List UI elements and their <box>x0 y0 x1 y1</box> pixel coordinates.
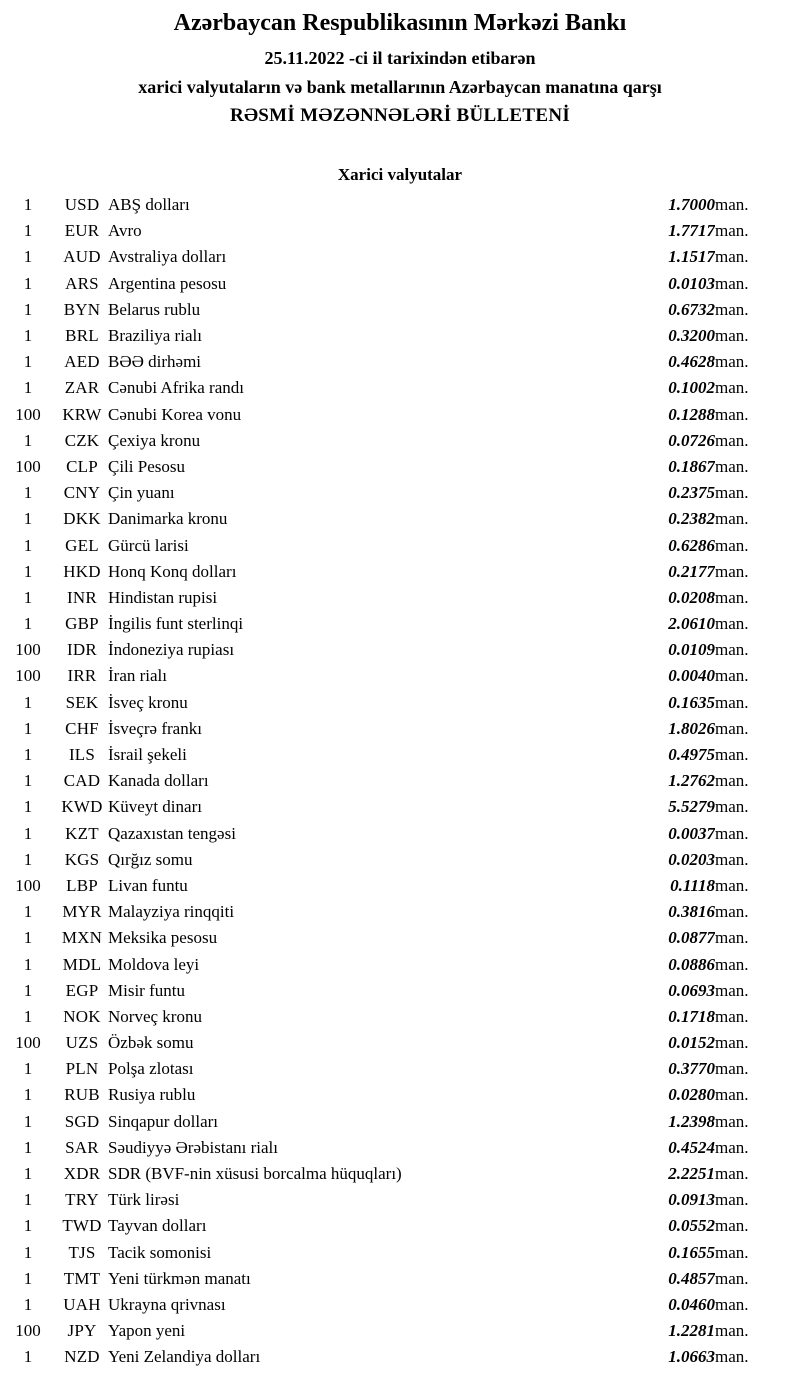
rate-value-cell: 0.0109 <box>668 640 715 660</box>
quantity-cell: 1 <box>23 954 33 974</box>
table-row <box>0 506 800 532</box>
currency-code-cell: MDL <box>62 954 102 974</box>
rate-value-cell: 0.1288 <box>668 404 715 424</box>
currency-code-cell: CNY <box>63 483 101 503</box>
quantity-cell: 1 <box>23 587 33 607</box>
quantity-cell: 1 <box>23 1006 33 1026</box>
table-row <box>0 690 800 716</box>
currency-name-cell: Gürcü larisi <box>108 535 189 555</box>
currency-code-cell: TMT <box>63 1268 101 1288</box>
rate-value-cell: 0.2382 <box>668 509 715 529</box>
unit-cell: man. <box>715 483 749 503</box>
effective-date-line: 25.11.2022 -ci il tarixindən etibarən <box>264 48 536 68</box>
unit-cell: man. <box>715 1164 749 1184</box>
currency-code-cell: LBP <box>66 875 98 895</box>
table-row <box>0 402 800 428</box>
unit-cell: man. <box>715 221 749 241</box>
rate-value-cell: 0.1002 <box>668 378 715 398</box>
currency-name-cell: Yapon yeni <box>108 1321 186 1341</box>
currency-name-cell: Ukrayna qrivnası <box>108 1294 226 1314</box>
rate-value-cell: 0.4857 <box>668 1268 715 1288</box>
currency-name-cell: Misir funtu <box>108 980 185 1000</box>
quantity-cell: 1 <box>23 823 33 843</box>
rate-value-cell: 0.0152 <box>668 1033 715 1053</box>
table-row <box>0 716 800 742</box>
currency-code-cell: JPY <box>67 1321 97 1341</box>
quantity-cell: 1 <box>23 718 33 738</box>
table-row <box>0 1266 800 1292</box>
table-row <box>0 951 800 977</box>
currency-code-cell: BYN <box>63 299 101 319</box>
rate-value-cell: 0.0040 <box>668 666 715 686</box>
quantity-cell: 1 <box>23 1294 33 1314</box>
table-row <box>0 1318 800 1344</box>
rate-value-cell: 0.4524 <box>668 1137 715 1157</box>
quantity-cell: 100 <box>15 640 41 660</box>
table-row <box>0 637 800 663</box>
quantity-cell: 1 <box>23 1216 33 1236</box>
currency-name-cell: Qırğız somu <box>108 849 193 869</box>
unit-cell: man. <box>715 430 749 450</box>
unit-cell: man. <box>715 299 749 319</box>
currency-name-cell: İsrail şekeli <box>108 745 187 765</box>
currency-name-cell: Sinqapur dolları <box>108 1111 219 1131</box>
unit-cell: man. <box>715 797 749 817</box>
rate-value-cell: 0.0886 <box>668 954 715 974</box>
quantity-cell: 1 <box>23 509 33 529</box>
rate-value-cell: 0.4975 <box>668 745 715 765</box>
table-row <box>0 349 800 375</box>
unit-cell: man. <box>715 1137 749 1157</box>
currency-name-cell: Honq Konq dolları <box>108 561 237 581</box>
document-header <box>0 0 800 127</box>
currency-name-cell: Tayvan dolları <box>108 1216 207 1236</box>
rate-value-cell: 0.1867 <box>668 456 715 476</box>
table-row <box>0 873 800 899</box>
currency-name-cell: SDR (BVF-nin xüsusi borcalma hüquqları) <box>108 1164 402 1184</box>
rate-value-cell: 0.0877 <box>668 928 715 948</box>
quantity-cell: 1 <box>23 771 33 791</box>
rate-value-cell: 0.0460 <box>668 1294 715 1314</box>
currency-code-cell: MXN <box>61 928 103 948</box>
unit-cell: man. <box>715 247 749 267</box>
unit-cell: man. <box>715 902 749 922</box>
rate-value-cell: 0.0280 <box>668 1085 715 1105</box>
currency-code-cell: USD <box>64 195 100 215</box>
rate-value-cell: 0.0693 <box>668 980 715 1000</box>
currency-name-cell: Küveyt dinarı <box>108 797 202 817</box>
currency-name-cell: Livan funtu <box>108 875 188 895</box>
currency-code-cell: CAD <box>63 771 101 791</box>
rate-value-cell: 1.1517 <box>668 247 715 267</box>
table-row <box>0 454 800 480</box>
currency-code-cell: CZK <box>64 430 100 450</box>
table-row <box>0 768 800 794</box>
currency-code-cell: HKD <box>63 561 101 581</box>
currency-code-cell: AUD <box>63 247 101 267</box>
unit-cell: man. <box>715 1190 749 1210</box>
currency-code-cell: INR <box>67 587 97 607</box>
subject-line: xarici valyutaların və bank metallarının Azərbaycan manatına qarşı <box>138 77 662 97</box>
unit-cell: man. <box>715 195 749 215</box>
rate-value-cell: 1.8026 <box>668 718 715 738</box>
currency-code-cell: SGD <box>64 1111 100 1131</box>
quantity-cell: 1 <box>23 692 33 712</box>
table-row <box>0 585 800 611</box>
unit-cell: man. <box>715 561 749 581</box>
quantity-cell: 1 <box>23 326 33 346</box>
rate-value-cell: 1.7717 <box>668 221 715 241</box>
rate-value-cell: 0.3770 <box>668 1059 715 1079</box>
table-row <box>0 1292 800 1318</box>
currency-name-cell: Özbək somu <box>108 1033 194 1053</box>
unit-cell: man. <box>715 771 749 791</box>
currency-code-cell: BRL <box>65 326 99 346</box>
table-row <box>0 1109 800 1135</box>
currency-code-cell: UZS <box>65 1033 99 1053</box>
currency-name-cell: Tacik somonisi <box>108 1242 212 1262</box>
unit-cell: man. <box>715 849 749 869</box>
rate-value-cell: 0.2375 <box>668 483 715 503</box>
quantity-cell: 1 <box>23 221 33 241</box>
currency-name-cell: İran rialı <box>108 666 167 686</box>
quantity-cell: 1 <box>23 1347 33 1367</box>
unit-cell: man. <box>715 456 749 476</box>
currency-name-cell: Hindistan rupisi <box>108 587 218 607</box>
rate-value-cell: 0.0726 <box>668 430 715 450</box>
currency-name-cell: Yeni Zelandiya dolları <box>108 1347 261 1367</box>
table-row <box>0 1056 800 1082</box>
unit-cell: man. <box>715 273 749 293</box>
currency-name-cell: Argentina pesosu <box>108 273 227 293</box>
currency-name-cell: Yeni türkmən manatı <box>108 1268 251 1288</box>
currency-name-cell: İsveçrə frankı <box>108 718 202 738</box>
unit-cell: man. <box>715 1321 749 1341</box>
table-row <box>0 271 800 297</box>
unit-cell: man. <box>715 1059 749 1079</box>
unit-cell: man. <box>715 692 749 712</box>
rates-table-body <box>0 192 800 1370</box>
quantity-cell: 1 <box>23 378 33 398</box>
unit-cell: man. <box>715 1242 749 1262</box>
currency-name-cell: Türk lirəsi <box>108 1190 180 1210</box>
quantity-cell: 100 <box>15 1321 41 1341</box>
rate-value-cell: 0.4628 <box>668 352 715 372</box>
rate-value-cell: 0.3200 <box>668 326 715 346</box>
currency-name-cell: Cənubi Afrika randı <box>108 378 244 398</box>
quantity-cell: 1 <box>23 483 33 503</box>
quantity-cell: 1 <box>23 535 33 555</box>
currency-code-cell: DKK <box>63 509 101 529</box>
unit-cell: man. <box>715 587 749 607</box>
rate-value-cell: 2.2251 <box>668 1164 715 1184</box>
currency-name-cell: İsveç kronu <box>108 692 188 712</box>
rate-value-cell: 0.0913 <box>668 1190 715 1210</box>
unit-cell: man. <box>715 352 749 372</box>
table-row <box>0 742 800 768</box>
table-row <box>0 1082 800 1108</box>
currency-code-cell: XDR <box>63 1164 101 1184</box>
table-row <box>0 1240 800 1266</box>
currency-code-cell: KZT <box>65 823 99 843</box>
rate-value-cell: 1.2281 <box>668 1321 715 1341</box>
quantity-cell: 1 <box>23 1242 33 1262</box>
table-row <box>0 1004 800 1030</box>
table-row <box>0 1135 800 1161</box>
unit-cell: man. <box>715 1085 749 1105</box>
currency-code-cell: ARS <box>65 273 99 293</box>
currency-code-cell: IDR <box>67 640 97 660</box>
table-row <box>0 480 800 506</box>
rate-value-cell: 0.1635 <box>668 692 715 712</box>
unit-cell: man. <box>715 1216 749 1236</box>
quantity-cell: 1 <box>23 1137 33 1157</box>
quantity-cell: 100 <box>15 1033 41 1053</box>
table-row <box>0 1213 800 1239</box>
currency-name-cell: Moldova leyi <box>108 954 200 974</box>
currency-code-cell: RUB <box>64 1085 100 1105</box>
unit-cell: man. <box>715 928 749 948</box>
currency-name-cell: Meksika pesosu <box>108 928 218 948</box>
quantity-cell: 1 <box>23 902 33 922</box>
rate-value-cell: 0.2177 <box>668 561 715 581</box>
unit-cell: man. <box>715 535 749 555</box>
unit-cell: man. <box>715 404 749 424</box>
unit-cell: man. <box>715 1268 749 1288</box>
quantity-cell: 1 <box>23 273 33 293</box>
table-row <box>0 821 800 847</box>
currency-name-cell: Qazaxıstan tengəsi <box>108 823 236 843</box>
table-row <box>0 297 800 323</box>
currency-code-cell: KRW <box>62 404 102 424</box>
rate-value-cell: 0.3816 <box>668 902 715 922</box>
quantity-cell: 100 <box>15 666 41 686</box>
rate-value-cell: 0.1655 <box>668 1242 715 1262</box>
unit-cell: man. <box>715 640 749 660</box>
currency-name-cell: Danimarka kronu <box>108 509 228 529</box>
currency-name-cell: BƏƏ dirhəmi <box>108 352 202 372</box>
quantity-cell: 1 <box>23 614 33 634</box>
rate-value-cell: 1.0663 <box>668 1347 715 1367</box>
rate-value-cell: 0.0208 <box>668 587 715 607</box>
currency-name-cell: ABŞ dolları <box>108 195 190 215</box>
rate-value-cell: 1.7000 <box>668 195 715 215</box>
currency-code-cell: KGS <box>64 849 100 869</box>
currency-name-cell: Çin yuanı <box>108 483 175 503</box>
rate-value-cell: 0.0037 <box>668 823 715 843</box>
rate-value-cell: 0.0203 <box>668 849 715 869</box>
table-row <box>0 1161 800 1187</box>
rate-value-cell: 1.2398 <box>668 1111 715 1131</box>
currency-name-cell: Belarus rublu <box>108 299 201 319</box>
quantity-cell: 1 <box>23 1164 33 1184</box>
quantity-cell: 1 <box>23 430 33 450</box>
currency-code-cell: SEK <box>65 692 99 712</box>
currency-code-cell: MYR <box>62 902 102 922</box>
table-row <box>0 1187 800 1213</box>
currency-name-cell: Çexiya kronu <box>108 430 201 450</box>
table-row <box>0 1344 800 1370</box>
currency-code-cell: TRY <box>65 1190 99 1210</box>
currency-name-cell: İngilis funt sterlinqi <box>108 614 244 634</box>
currency-code-cell: EGP <box>65 980 99 1000</box>
table-row <box>0 794 800 820</box>
currency-code-cell: PLN <box>65 1059 99 1079</box>
unit-cell: man. <box>715 326 749 346</box>
quantity-cell: 1 <box>23 849 33 869</box>
currency-name-cell: Səudiyyə Ərəbistanı rialı <box>108 1137 278 1157</box>
unit-cell: man. <box>715 614 749 634</box>
quantity-cell: 1 <box>23 1085 33 1105</box>
table-row <box>0 978 800 1004</box>
rate-value-cell: 0.1718 <box>668 1006 715 1026</box>
unit-cell: man. <box>715 1033 749 1053</box>
currency-name-cell: Rusiya rublu <box>108 1085 196 1105</box>
quantity-cell: 1 <box>23 195 33 215</box>
currency-name-cell: Kanada dolları <box>108 771 209 791</box>
table-row <box>0 1030 800 1056</box>
currency-code-cell: AED <box>64 352 100 372</box>
quantity-cell: 100 <box>15 404 41 424</box>
table-row <box>0 244 800 270</box>
quantity-cell: 1 <box>23 745 33 765</box>
currency-code-cell: KWD <box>61 797 103 817</box>
quantity-cell: 1 <box>23 247 33 267</box>
quantity-cell: 1 <box>23 1190 33 1210</box>
unit-cell: man. <box>715 666 749 686</box>
unit-cell: man. <box>715 1294 749 1314</box>
rate-value-cell: 2.0610 <box>668 614 715 634</box>
rate-value-cell: 0.0552 <box>668 1216 715 1236</box>
table-row <box>0 218 800 244</box>
quantity-cell: 1 <box>23 1059 33 1079</box>
currency-code-cell: UAH <box>63 1294 101 1314</box>
currency-name-cell: Norveç kronu <box>108 1006 202 1026</box>
quantity-cell: 100 <box>15 875 41 895</box>
table-row <box>0 323 800 349</box>
unit-cell: man. <box>715 1006 749 1026</box>
bank-title: Azərbaycan Respublikasının Mərkəzi Bankı <box>173 10 627 36</box>
quantity-cell: 1 <box>23 928 33 948</box>
quantity-cell: 100 <box>15 456 41 476</box>
currency-code-cell: NOK <box>63 1006 101 1026</box>
currency-code-cell: TWD <box>62 1216 102 1236</box>
unit-cell: man. <box>715 823 749 843</box>
quantity-cell: 1 <box>23 797 33 817</box>
currency-name-cell: Braziliya rialı <box>108 326 202 346</box>
rate-value-cell: 5.5279 <box>668 797 715 817</box>
currency-code-cell: CHF <box>65 718 99 738</box>
quantity-cell: 1 <box>23 1268 33 1288</box>
table-row <box>0 375 800 401</box>
unit-cell: man. <box>715 378 749 398</box>
unit-cell: man. <box>715 509 749 529</box>
rate-value-cell: 0.6732 <box>668 299 715 319</box>
quantity-cell: 1 <box>23 1111 33 1131</box>
unit-cell: man. <box>715 980 749 1000</box>
rate-value-cell: 0.0103 <box>668 273 715 293</box>
currency-name-cell: Avstraliya dolları <box>108 247 227 267</box>
rate-value-cell: 0.1118 <box>670 875 715 895</box>
currency-code-cell: ZAR <box>64 378 100 398</box>
bulletin-title: RƏSMİ MƏZƏNNƏLƏRİ BÜLLETENİ <box>229 105 571 126</box>
currency-code-cell: GEL <box>65 535 99 555</box>
table-row <box>0 192 800 218</box>
unit-cell: man. <box>715 1347 749 1367</box>
unit-cell: man. <box>715 745 749 765</box>
table-row <box>0 532 800 558</box>
currency-name-cell: Polşa zlotası <box>108 1059 194 1079</box>
currency-code-cell: TJS <box>68 1242 96 1262</box>
exchange-rates-table <box>0 192 800 1370</box>
currency-code-cell: SAR <box>65 1137 99 1157</box>
currency-name-cell: Malayziya rinqqiti <box>108 902 235 922</box>
unit-cell: man. <box>715 954 749 974</box>
quantity-cell: 1 <box>23 980 33 1000</box>
table-row <box>0 899 800 925</box>
rate-value-cell: 0.6286 <box>668 535 715 555</box>
currency-code-cell: NZD <box>64 1347 100 1367</box>
unit-cell: man. <box>715 875 749 895</box>
currency-code-cell: ILS <box>68 745 96 765</box>
quantity-cell: 1 <box>23 352 33 372</box>
currency-name-cell: Çili Pesosu <box>108 456 185 476</box>
section-title-foreign-currencies: Xarici valyutalar <box>337 165 463 184</box>
currency-code-cell: GBP <box>65 614 99 634</box>
unit-cell: man. <box>715 718 749 738</box>
quantity-cell: 1 <box>23 561 33 581</box>
quantity-cell: 1 <box>23 299 33 319</box>
currency-code-cell: EUR <box>64 221 100 241</box>
currency-name-cell: İndoneziya rupiası <box>108 640 235 660</box>
rate-value-cell: 1.2762 <box>668 771 715 791</box>
table-row <box>0 611 800 637</box>
table-row <box>0 847 800 873</box>
currency-code-cell: IRR <box>67 666 97 686</box>
unit-cell: man. <box>715 1111 749 1131</box>
currency-name-cell: Cənubi Korea vonu <box>108 404 242 424</box>
table-row <box>0 925 800 951</box>
currency-code-cell: CLP <box>66 456 98 476</box>
table-row <box>0 428 800 454</box>
table-row <box>0 559 800 585</box>
table-row <box>0 663 800 689</box>
currency-name-cell: Avro <box>108 221 142 241</box>
